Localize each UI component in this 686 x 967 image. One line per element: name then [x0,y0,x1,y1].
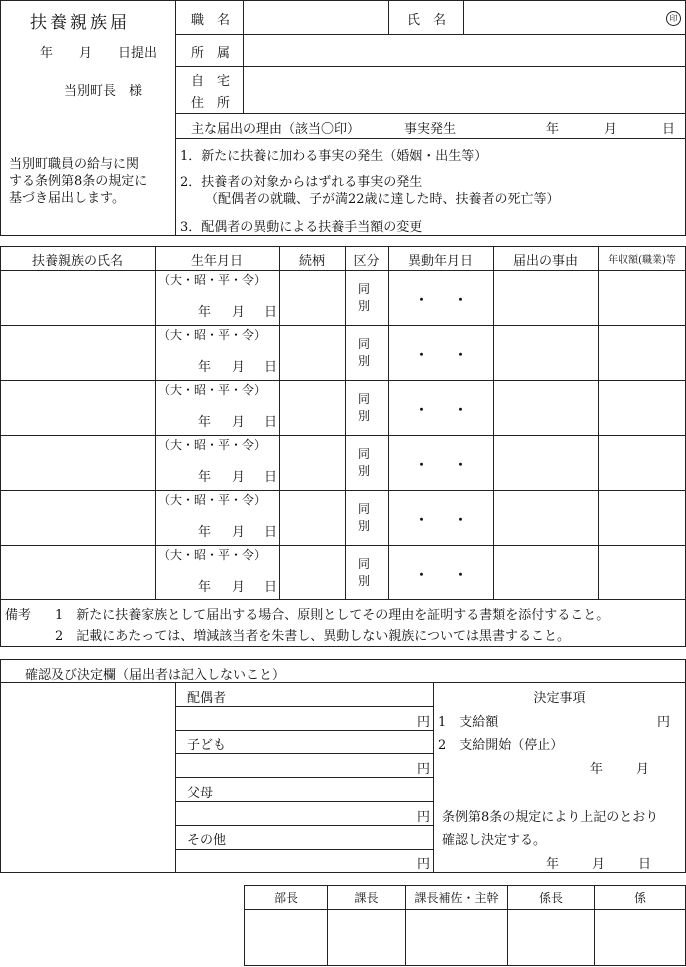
category-separate[interactable]: 別 [358,299,371,313]
seal-mark: 印 [666,11,681,26]
remarks-item-1: 1 新たに扶養家族として届出する場合、原則としてその理由を証明する書類を添付すること。 [55,608,610,623]
amount-field-spouse[interactable] [176,707,411,729]
reason-cell[interactable] [494,436,598,489]
family-name-cell[interactable] [1,271,155,324]
address-label: 住 所 [191,96,231,111]
approval-col-director: 部長 [273,891,298,905]
income-cell[interactable] [599,491,685,544]
birth-year: 年 [198,580,212,595]
decision-date-month: 月 [592,857,606,872]
era-text: （大・昭・平・令） [158,493,267,507]
col-header-name: 扶養親族の氏名 [31,254,123,269]
category-same[interactable]: 同 [358,447,371,461]
era-text: （大・昭・平・令） [158,438,267,452]
reason-cell[interactable] [494,326,598,379]
reason-cell[interactable] [494,546,598,599]
decision-header: 決定事項 [533,691,586,706]
relation-cell[interactable] [280,436,345,489]
era-text: （大・昭・平・令） [158,548,267,562]
home-label: 自 宅 [191,74,231,89]
category-separate[interactable]: 別 [358,574,371,588]
yen-parents: 円 [417,810,431,825]
family-name-cell[interactable] [1,546,155,599]
category-children: 子ども [187,738,227,753]
era-text: （大・昭・平・令） [158,273,267,287]
decision-confirm-2: 確認し決定する。 [442,833,547,848]
income-cell[interactable] [599,271,685,324]
stamp-box-assistant-chief[interactable] [406,910,507,965]
reason-option-2[interactable]: 2．扶養者の対象からはずれる事実の発生 [180,175,423,190]
relation-cell[interactable] [280,491,345,544]
address-field[interactable] [244,67,685,113]
decision-confirm-1: 条例第8条の規定により上記のとおり [442,810,659,825]
statement-line-3: 基づき届出します。 [9,191,125,206]
decision-start-month: 月 [636,762,650,777]
income-cell[interactable] [599,546,685,599]
fact-date-year: 年 [546,122,560,137]
reason-cell[interactable] [494,491,598,544]
remarks-item-2: 2 記載にあたっては、増減該当者を朱書し、異動しない親族については黒書すること。 [55,629,571,644]
col-header-category: 区分 [353,254,380,269]
decision-date-day: 日 [638,857,652,872]
stamp-box-director[interactable] [245,910,327,965]
approval-col-assistant-chief: 課長補佐・主幹 [414,891,499,905]
income-cell[interactable] [599,326,685,379]
category-separate[interactable]: 別 [358,519,371,533]
col-header-income: 年収額(職業)等 [608,255,676,266]
job-title-field[interactable] [244,1,387,34]
approval-col-staff: 係 [633,891,646,905]
reason-option-1[interactable]: 1．新たに扶養に加わる事実の発生（婚姻・出生等） [180,149,488,164]
decision-start-year: 年 [590,762,604,777]
reason-cell[interactable] [494,381,598,434]
statement-line-2: する条例第8条の規定に [9,174,148,189]
submission-date: 年 月 日提出 [40,46,158,61]
move-date[interactable]: ・ ・ [414,293,467,308]
decision-item-1: 1 支給額 [438,715,499,730]
dept-label: 所 属 [191,46,231,61]
amount-field-children[interactable] [176,754,411,776]
fact-date-label: 事実発生 [404,122,457,137]
birth-month: 月 [232,580,246,595]
category-separate[interactable]: 別 [358,409,371,423]
relation-cell[interactable] [280,271,345,324]
name-label: 氏 名 [407,13,447,28]
birth-day: 日 [264,360,278,375]
birth-year: 年 [198,470,212,485]
approval-col-unit-chief: 係長 [538,891,563,905]
move-date[interactable]: ・ ・ [414,568,467,583]
move-date[interactable]: ・ ・ [414,513,467,528]
addressee: 当別町長 様 [64,84,143,99]
category-same[interactable]: 同 [358,282,371,296]
birth-month: 月 [232,415,246,430]
birth-year: 年 [198,360,212,375]
category-spouse: 配偶者 [187,691,227,706]
birth-day: 日 [264,470,278,485]
reason-cell[interactable] [494,271,598,324]
decision-item-1-yen: 円 [657,715,671,730]
birth-month: 月 [232,360,246,375]
family-name-cell[interactable] [1,491,155,544]
dept-field[interactable] [244,35,685,66]
job-title-label: 職 名 [191,13,231,28]
stamp-box-section-chief[interactable] [328,910,405,965]
birth-day: 日 [264,415,278,430]
form-title: 扶養親族届 [30,13,130,33]
income-cell[interactable] [599,381,685,434]
fact-date-day: 日 [662,122,676,137]
birth-month: 月 [232,470,246,485]
relation-cell[interactable] [280,381,345,434]
col-header-move-date: 異動年月日 [407,254,473,269]
category-other: その他 [187,833,227,848]
yen-spouse: 円 [417,715,431,730]
birth-month: 月 [232,305,246,320]
birth-year: 年 [198,525,212,540]
birth-day: 日 [264,525,278,540]
fact-date-month: 月 [604,122,618,137]
name-field[interactable] [464,1,664,34]
category-same[interactable]: 同 [358,337,371,351]
era-text: （大・昭・平・令） [158,328,267,342]
decision-title: 確認及び決定欄（届出者は記入しないこと） [25,668,286,683]
reason-option-2-detail: （配偶者の就職、子が満22歳に達した時、扶養者の死亡等） [205,192,560,207]
birth-day: 日 [264,580,278,595]
category-same[interactable]: 同 [358,502,371,516]
col-header-relation: 続柄 [298,254,325,269]
decision-date-year: 年 [546,857,560,872]
family-name-cell[interactable] [1,436,155,489]
stamp-box-unit-chief[interactable] [508,910,594,965]
category-separate[interactable]: 別 [358,464,371,478]
relation-cell[interactable] [280,326,345,379]
amount-field-other[interactable] [176,850,411,872]
birth-day: 日 [264,305,278,320]
col-header-birthdate: 生年月日 [190,254,243,269]
decision-item-2: 2 支給開始（停止） [438,738,564,753]
move-date[interactable]: ・ ・ [414,403,467,418]
col-header-reason: 届出の事由 [512,254,578,269]
category-parents: 父母 [187,786,214,801]
birth-month: 月 [232,525,246,540]
birth-year: 年 [198,415,212,430]
yen-children: 円 [417,762,431,777]
birth-year: 年 [198,305,212,320]
reason-header: 主な届出の理由（該当〇印） [191,122,361,137]
move-date[interactable]: ・ ・ [414,348,467,363]
category-separate[interactable]: 別 [358,354,371,368]
move-date[interactable]: ・ ・ [414,458,467,473]
category-same[interactable]: 同 [358,557,371,571]
relation-cell[interactable] [280,546,345,599]
statement-line-1: 当別町職員の給与に関 [9,157,140,172]
income-cell[interactable] [599,436,685,489]
amount-field-parents[interactable] [176,802,411,824]
category-same[interactable]: 同 [358,392,371,406]
family-name-cell[interactable] [1,326,155,379]
approval-col-section-chief: 課長 [354,891,379,905]
stamp-box-staff[interactable] [595,910,685,965]
era-text: （大・昭・平・令） [158,383,267,397]
yen-other: 円 [417,857,431,872]
family-name-cell[interactable] [1,381,155,434]
reason-option-3[interactable]: 3．配偶者の異動による扶養手当額の変更 [180,220,423,235]
remarks-label: 備考 [5,608,32,623]
